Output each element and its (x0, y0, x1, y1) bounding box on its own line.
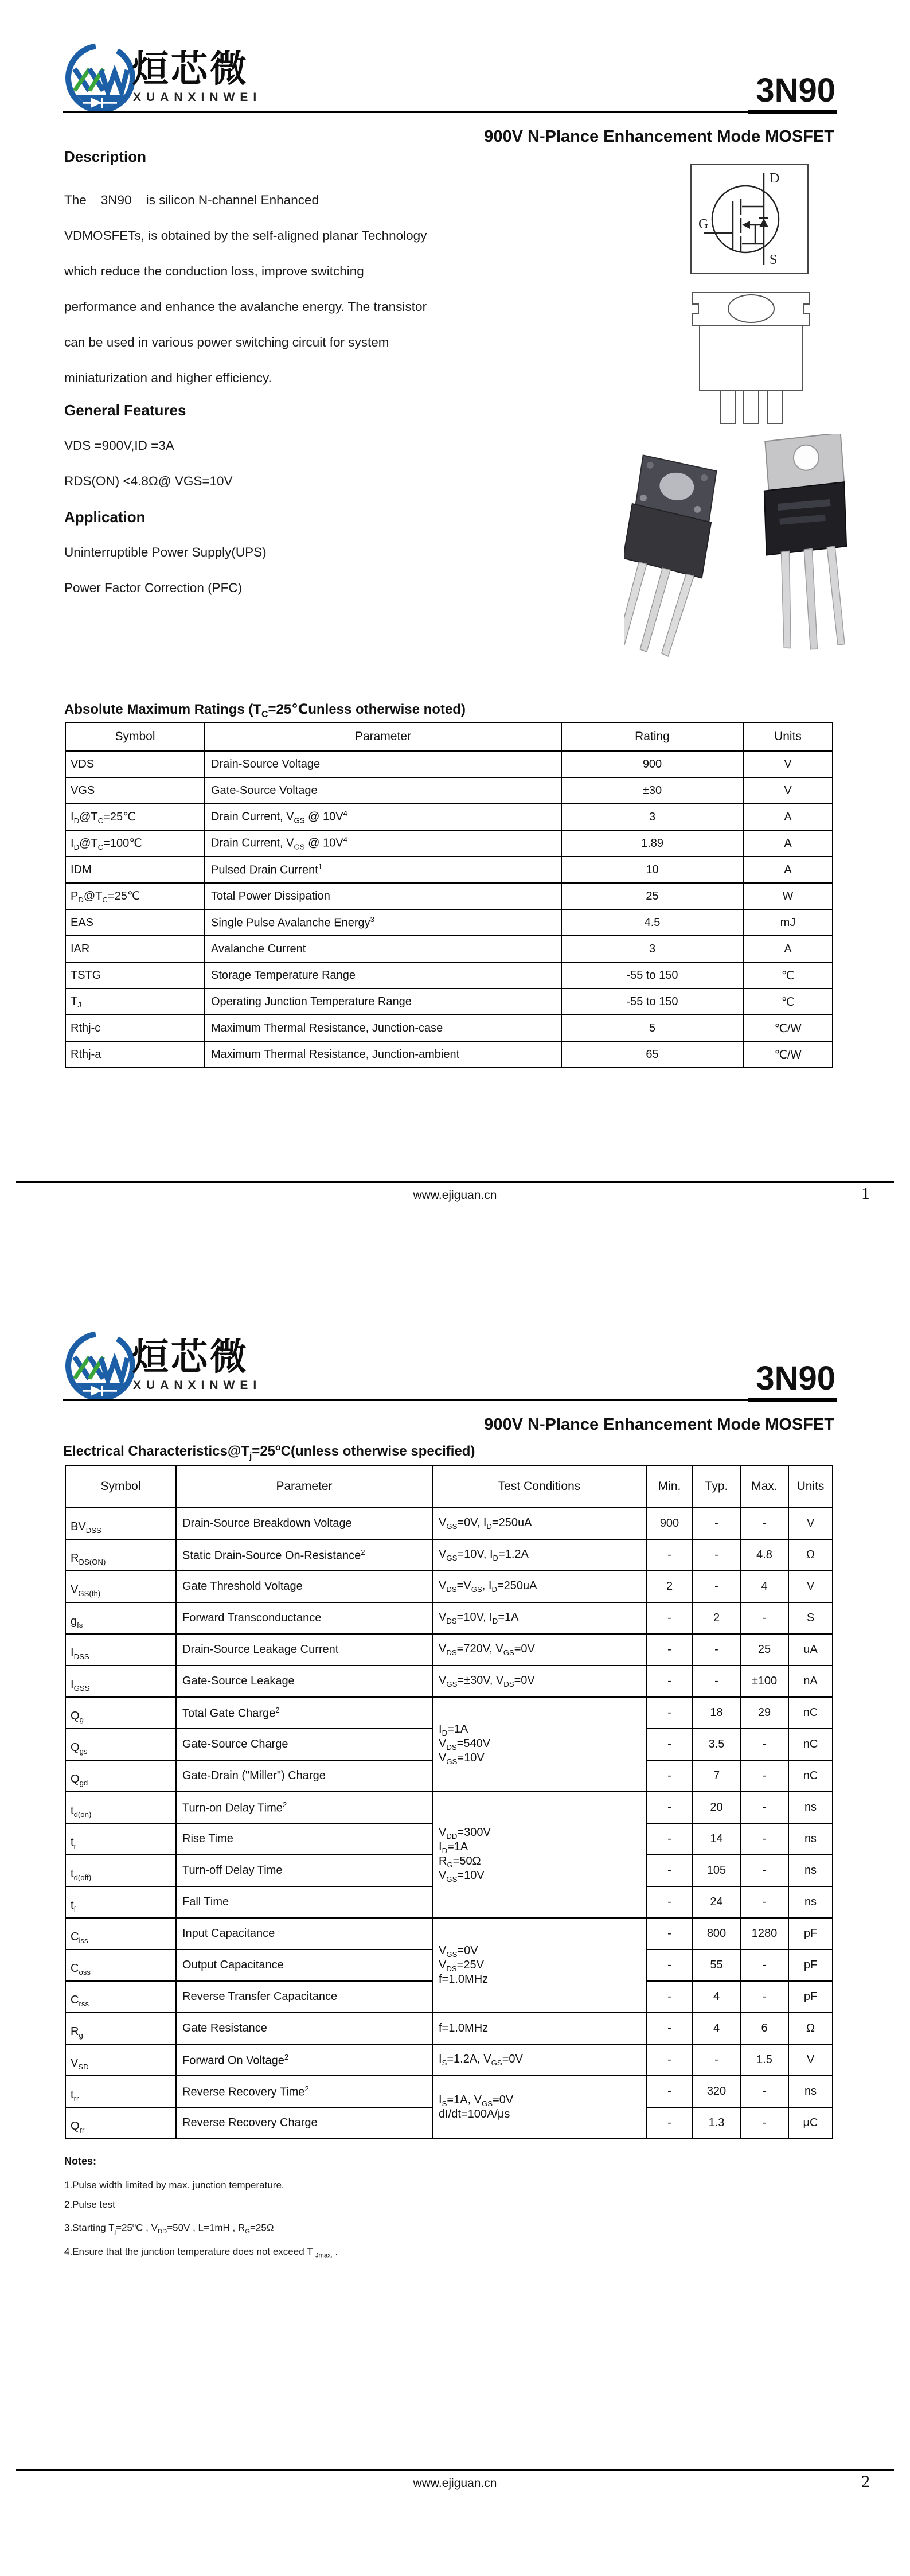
footer-website: www.ejiguan.cn (413, 2477, 497, 2490)
drain-label: D (770, 171, 780, 186)
application-heading: Application (64, 508, 146, 526)
elec-cell-max: ±100 (740, 1666, 788, 1697)
elec-cell-typ: - (693, 1508, 740, 1539)
abs-cell-rating: -55 to 150 (561, 962, 743, 989)
abs-cell-rating: ±30 (561, 777, 743, 804)
test-condition-line: dI/dt=100A/μs (439, 2108, 510, 2120)
elec-cell-max: - (740, 2107, 788, 2139)
elec-cell-symbol: $C_{rss}$ (65, 1981, 176, 2013)
elec-cell-min: - (646, 1886, 693, 1918)
abs-cell-symbol: IDM (65, 857, 205, 883)
elec-cell-max: - (740, 1823, 788, 1855)
abs-cell-rating: 4.5 (561, 909, 743, 936)
elec-cell-min: - (646, 2076, 693, 2107)
elec-cell-parameter: Forward Transconductance (176, 1602, 432, 1634)
elec-cell-max: 25 (740, 1634, 788, 1666)
elec-cell-max: 1.5 (740, 2044, 788, 2076)
elec-cell-units: ns (788, 1886, 833, 1918)
abs-cell-units: ℃/W (743, 1015, 833, 1041)
company-logo (56, 36, 331, 127)
elec-cell-symbol: $I_{GSS}$ (65, 1666, 176, 1697)
elec-cell-symbol: $Q_{rr}$ (65, 2107, 176, 2139)
abs-cell-symbol: EAS (65, 909, 205, 936)
elec-cell-symbol: $C_{iss}$ (65, 1918, 176, 1949)
abs-cell-units: A (743, 936, 833, 962)
elec-cell-cond: $V_{GS}=0V$, $I_D=250uA$ (432, 1508, 646, 1539)
elec-cell-min: - (646, 1823, 693, 1855)
test-condition-line: $V_{DD}=300V$ (439, 1826, 491, 1840)
elec-cell-min: - (646, 1697, 693, 1729)
abs-cell-parameter: Pulsed Drain Current$^1$ (205, 857, 561, 883)
elec-cell-max: - (740, 2076, 788, 2107)
elec-cell-min: - (646, 1539, 693, 1571)
elec-cell-symbol: $BV_{DSS}$ (65, 1508, 176, 1539)
elec-cell-min: - (646, 1602, 693, 1634)
abs-table-row (65, 830, 833, 857)
elec-cell-min: - (646, 1666, 693, 1697)
elec-cell-cond: $V_{DS}=V_{GS}$, $I_D=250uA$ (432, 1571, 646, 1602)
elec-cell-typ: - (693, 1539, 740, 1571)
logo-mark-icon (63, 1326, 138, 1410)
header-rule (63, 111, 837, 113)
elec-cell-parameter: Fall Time (176, 1886, 432, 1918)
elec-cell-parameter: Drain-Source Leakage Current (176, 1634, 432, 1666)
elec-cell-parameter: Input Capacitance (176, 1918, 432, 1949)
elec-cell-parameter: Reverse Transfer Capacitance (176, 1981, 432, 2013)
elec-cell-parameter: Reverse Recovery Time$^2$ (176, 2076, 432, 2107)
note-line: 2.Pulse test (64, 2199, 115, 2210)
datasheet-page-2 (0, 1288, 910, 2576)
elec-table-row (65, 1602, 833, 1634)
description-line: miniaturization and higher efficiency. (64, 371, 272, 385)
elec-cell-typ: - (693, 1666, 740, 1697)
elec-cell-max: - (740, 1602, 788, 1634)
abs-cell-parameter: Drain-Source Voltage (205, 751, 561, 777)
elec-cell-min: - (646, 2013, 693, 2044)
elec-table-row (65, 2044, 833, 2076)
test-condition-stack (439, 2094, 643, 2121)
device-subtitle: 900V N-Plance Enhancement Mode MOSFET (484, 1415, 834, 1434)
abs-cell-units: V (743, 751, 833, 777)
elec-cell-symbol: $Q_g$ (65, 1697, 176, 1729)
mosfet-symbol-diagram (690, 164, 809, 274)
abs-table-row (65, 936, 833, 962)
abs-cell-parameter: Single Pulse Avalanche Energy$^3$ (205, 909, 561, 936)
elec-cell-symbol: $R_{DS(ON)}$ (65, 1539, 176, 1571)
elec-cell-symbol: $t_f$ (65, 1886, 176, 1918)
elec-cell-symbol: $Q_{gs}$ (65, 1729, 176, 1760)
elec-cell-max: - (740, 1508, 788, 1539)
elec-table-row (65, 1918, 833, 1949)
elec-cell-min: 2 (646, 1571, 693, 1602)
abs-cell-units: W (743, 883, 833, 909)
abs-cell-units: ℃ (743, 962, 833, 989)
elec-cell-parameter: Gate Threshold Voltage (176, 1571, 432, 1602)
abs-cell-parameter: Gate-Source Voltage (205, 777, 561, 804)
abs-cell-parameter: Maximum Thermal Resistance, Junction-case (205, 1015, 561, 1041)
elec-table-row (65, 1571, 833, 1602)
elec-cell-max: - (740, 1729, 788, 1760)
elec-cell-max: - (740, 1981, 788, 2013)
test-condition-line: $I_D=1A$ (439, 1723, 468, 1737)
elec-cell-units: nA (788, 1666, 833, 1697)
elec-cell-typ: 320 (693, 2076, 740, 2107)
application-line: Uninterruptible Power Supply(UPS) (64, 545, 267, 559)
abs-cell-symbol: $T_J$ (65, 989, 205, 1015)
elec-cell-typ: 3.5 (693, 1729, 740, 1760)
source-label: S (770, 252, 778, 267)
footer-website: www.ejiguan.cn (413, 1189, 497, 1202)
elec-cell-units: V (788, 1508, 833, 1539)
col-header-typ: Typ. (693, 1465, 740, 1508)
description-line: VDMOSFETs, is obtained by the self-aligned planar Technology (64, 228, 427, 243)
elec-cell-max: 29 (740, 1697, 788, 1729)
elec-cell-units: ns (788, 2076, 833, 2107)
abs-cell-rating: 25 (561, 883, 743, 909)
abs-table-row (65, 1015, 833, 1041)
elec-table-row (65, 2013, 833, 2044)
col-header-symbol: Symbol (65, 722, 205, 751)
abs-cell-symbol: Rthj-c (65, 1015, 205, 1041)
abs-cell-symbol: IAR (65, 936, 205, 962)
elec-cell-min: - (646, 1918, 693, 1949)
elec-cell-typ: 7 (693, 1760, 740, 1792)
abs-cell-parameter: Storage Temperature Range (205, 962, 561, 989)
description-line: performance and enhance the avalanche energy. The transistor (64, 299, 427, 314)
abs-cell-rating: 10 (561, 857, 743, 883)
part-number: 3N90 (748, 72, 837, 114)
test-condition-stack (439, 1944, 643, 1986)
elec-cell-cond: $I_S=1.2A$, $V_{GS}=0V$ (432, 2044, 646, 2076)
table-header-row (65, 722, 833, 751)
abs-table-row (65, 962, 833, 989)
elec-characteristics-title: Electrical $Characteristics@T_j=25^oC(unless$ otherwise specified) (63, 1443, 475, 1461)
elec-cell-typ: - (693, 1634, 740, 1666)
elec-cell-typ: 2 (693, 1602, 740, 1634)
elec-cell-units: V (788, 1571, 833, 1602)
abs-cell-symbol: $P_D@T_C=25℃$ (65, 883, 205, 909)
test-condition-line: $I_S=1A$, $V_{GS}=0V$ (439, 2094, 514, 2108)
col-header-parameter: Parameter (176, 1465, 432, 1508)
col-header-rating: Rating (561, 722, 743, 751)
elec-cell-max: 6 (740, 2013, 788, 2044)
test-condition-line: $V_{DS}=540V$ (439, 1737, 491, 1752)
elec-cell-parameter: Turn-off Delay Time (176, 1855, 432, 1886)
elec-cell-parameter: Gate Resistance (176, 2013, 432, 2044)
abs-max-ratings-title: Absolute Maximum Ratings ($T_C=25℃unless$ otherwise noted) (64, 702, 466, 719)
package-photo-to220f (624, 452, 730, 659)
elec-cell-typ: 24 (693, 1886, 740, 1918)
elec-cell-cond: $V_{DS}=10V$, $I_D=1A$ (432, 1602, 646, 1634)
abs-cell-parameter: Drain Current, $V_{GS}$ @ $10V^4$ (205, 804, 561, 830)
abs-cell-symbol: Rthj-a (65, 1041, 205, 1068)
elec-characteristics-table (65, 1465, 833, 2139)
elec-cell-max: - (740, 1886, 788, 1918)
note-line: 4.Ensure that the junction temperature does not exceed T $_{Jmax.}$ . (64, 2246, 338, 2259)
elec-cell-min: - (646, 1855, 693, 1886)
abs-cell-units: A (743, 830, 833, 857)
note-line: 1.Pulse width limited by max. junction temperature. (64, 2180, 284, 2190)
abs-cell-rating: 3 (561, 804, 743, 830)
elec-cell-cond: $V_{GS}=\pm 30V$, $V_{DS}=0V$ (432, 1666, 646, 1697)
elec-cell-max: - (740, 1760, 788, 1792)
mosfet-symbol-icon (692, 165, 805, 271)
elec-cell-units: V (788, 2044, 833, 2076)
abs-cell-symbol: $I_D@T_C=25℃$ (65, 804, 205, 830)
test-condition-line: $R_G=50\Omega$ (439, 1855, 481, 1869)
elec-cell-min: - (646, 1792, 693, 1823)
elec-cell-symbol: $t_{d(on)}$ (65, 1792, 176, 1823)
abs-cell-units: V (743, 777, 833, 804)
elec-table-row (65, 1697, 833, 1729)
col-header-units: Units (743, 722, 833, 751)
gate-label: G (698, 217, 709, 232)
elec-cell-cond (432, 1792, 646, 1918)
elec-cell-min: - (646, 1760, 693, 1792)
test-condition-stack (439, 1723, 643, 1766)
abs-cell-rating: 1.89 (561, 830, 743, 857)
elec-cell-units: uA (788, 1634, 833, 1666)
elec-table-row (65, 1539, 833, 1571)
elec-cell-max: 1280 (740, 1918, 788, 1949)
page-number: 2 (861, 2472, 870, 2491)
test-condition-line: $V_{GS}=0V$ (439, 1944, 478, 1959)
package-photo-to220 (758, 434, 850, 655)
elec-cell-symbol: $R_g$ (65, 2013, 176, 2044)
abs-cell-units: ℃/W (743, 1041, 833, 1068)
abs-cell-units: ℃ (743, 989, 833, 1015)
elec-cell-min: - (646, 1634, 693, 1666)
abs-cell-parameter: Operating Junction Temperature Range (205, 989, 561, 1015)
elec-cell-parameter: Output Capacitance (176, 1949, 432, 1981)
abs-cell-units: A (743, 857, 833, 883)
elec-cell-symbol: $t_{rr}$ (65, 2076, 176, 2107)
abs-cell-parameter: Drain Current, $V_{GS}$ @ $10V^4$ (205, 830, 561, 857)
elec-cell-typ: 14 (693, 1823, 740, 1855)
abs-cell-parameter: Maximum Thermal Resistance, Junction-ambient (205, 1041, 561, 1068)
notes-heading: Notes: (64, 2155, 97, 2167)
col-header-symbol: Symbol (65, 1465, 176, 1508)
elec-cell-parameter: Static Drain-Source On-Resistance$^2$ (176, 1539, 432, 1571)
elec-cell-max: 4 (740, 1571, 788, 1602)
elec-cell-typ: 1.3 (693, 2107, 740, 2139)
col-header-units: Units (788, 1465, 833, 1508)
description-line: The 3N90 is silicon N-channel Enhanced (64, 193, 319, 207)
table-header-row (65, 1465, 833, 1508)
abs-table-row (65, 857, 833, 883)
elec-table-row (65, 1666, 833, 1697)
elec-cell-max: - (740, 1792, 788, 1823)
note-line: 3.Starting $T_j=25^oC$ , $V_{DD}=50V$ , L=1mH , $R_G=25\Omega$ (64, 2222, 274, 2236)
abs-table-row (65, 909, 833, 936)
col-header-max: Max. (740, 1465, 788, 1508)
elec-cell-symbol: $Q_{gd}$ (65, 1760, 176, 1792)
abs-cell-rating: 900 (561, 751, 743, 777)
abs-table-row (65, 804, 833, 830)
feature-line: VDS =900V,ID =3A (64, 438, 174, 453)
abs-max-ratings-table (65, 722, 833, 1068)
abs-cell-parameter: Avalanche Current (205, 936, 561, 962)
footer-rule (16, 2469, 894, 2471)
elec-cell-typ: 18 (693, 1697, 740, 1729)
elec-cell-cond: $V_{GS}=10V$, $I_D=1.2A$ (432, 1539, 646, 1571)
elec-cell-units: nC (788, 1760, 833, 1792)
elec-cell-units: pF (788, 1949, 833, 1981)
elec-cell-units: nC (788, 1729, 833, 1760)
elec-cell-symbol: $t_{d(off)}$ (65, 1855, 176, 1886)
elec-cell-typ: 105 (693, 1855, 740, 1886)
abs-cell-rating: 5 (561, 1015, 743, 1041)
abs-cell-symbol: VDS (65, 751, 205, 777)
elec-cell-typ: 800 (693, 1918, 740, 1949)
elec-cell-parameter: Drain-Source Breakdown Voltage (176, 1508, 432, 1539)
elec-cell-parameter: Gate-Drain ("Miller") Charge (176, 1760, 432, 1792)
abs-table-row (65, 989, 833, 1015)
elec-cell-units: ns (788, 1823, 833, 1855)
elec-cell-units: ns (788, 1855, 833, 1886)
elec-cell-parameter: Turn-on Delay Time$^2$ (176, 1792, 432, 1823)
abs-table-row (65, 1041, 833, 1068)
elec-cell-typ: 4 (693, 1981, 740, 2013)
abs-cell-rating: 65 (561, 1041, 743, 1068)
test-condition-line: $I_D=1A$ (439, 1840, 468, 1855)
test-condition-stack (439, 1826, 643, 1884)
general-features-heading: General Features (64, 402, 186, 419)
elec-cell-symbol: $t_r$ (65, 1823, 176, 1855)
abs-cell-symbol: VGS (65, 777, 205, 804)
elec-table-row (65, 1508, 833, 1539)
elec-cell-cond (432, 2076, 646, 2139)
part-number: 3N90 (748, 1360, 837, 1402)
elec-cell-min: - (646, 1949, 693, 1981)
elec-cell-typ: 55 (693, 1949, 740, 1981)
elec-cell-typ: 4 (693, 2013, 740, 2044)
elec-cell-symbol: $g_{fs}$ (65, 1602, 176, 1634)
description-line: which reduce the conduction loss, improve switching (64, 264, 364, 278)
test-condition-line: $V_{DS}=25V$ (439, 1959, 484, 1973)
logo-latin-name: XUANXINWEI (133, 1379, 262, 1392)
elec-cell-max: - (740, 1855, 788, 1886)
footer-rule (16, 1181, 894, 1183)
elec-cell-symbol: $I_{DSS}$ (65, 1634, 176, 1666)
elec-cell-units: nC (788, 1697, 833, 1729)
elec-cell-units: Ω (788, 2013, 833, 2044)
abs-cell-units: mJ (743, 909, 833, 936)
device-subtitle: 900V N-Plance Enhancement Mode MOSFET (484, 127, 834, 146)
test-condition-line: $V_{GS}=10V$ (439, 1752, 485, 1766)
elec-cell-min: - (646, 2107, 693, 2139)
abs-cell-units: A (743, 804, 833, 830)
logo-chinese-name: 烜芯微 (132, 48, 249, 90)
col-header-min: Min. (646, 1465, 693, 1508)
abs-cell-parameter: Total Power Dissipation (205, 883, 561, 909)
elec-cell-symbol: $V_{SD}$ (65, 2044, 176, 2076)
elec-cell-typ: 20 (693, 1792, 740, 1823)
company-logo (56, 1324, 331, 1415)
package-outline-drawing (686, 289, 817, 428)
abs-cell-rating: -55 to 150 (561, 989, 743, 1015)
abs-table-row (65, 751, 833, 777)
elec-cell-cond (432, 1918, 646, 2013)
elec-cell-parameter: Reverse Recovery Charge (176, 2107, 432, 2139)
abs-table-row (65, 883, 833, 909)
elec-cell-units: Ω (788, 1539, 833, 1571)
elec-cell-max: - (740, 1949, 788, 1981)
elec-cell-parameter: Gate-Source Leakage (176, 1666, 432, 1697)
elec-table-row (65, 1634, 833, 1666)
elec-table-row (65, 2076, 833, 2107)
elec-cell-parameter: Total Gate Charge$^2$ (176, 1697, 432, 1729)
header-rule (63, 1399, 837, 1401)
abs-cell-symbol: $I_D@T_C=100℃$ (65, 830, 205, 857)
elec-cell-min: - (646, 1729, 693, 1760)
elec-cell-units: pF (788, 1918, 833, 1949)
test-condition-line: $V_{GS}=10V$ (439, 1869, 485, 1884)
description-heading: Description (64, 148, 147, 165)
elec-cell-units: ns (788, 1792, 833, 1823)
description-line: can be used in various power switching circuit for system (64, 335, 389, 349)
application-line: Power Factor Correction (PFC) (64, 581, 243, 595)
logo-chinese-name: 烜芯微 (132, 1336, 249, 1378)
test-condition-line: f=1.0MHz (439, 1973, 489, 1986)
logo-latin-name: XUANXINWEI (133, 91, 262, 104)
elec-cell-max: 4.8 (740, 1539, 788, 1571)
elec-cell-units: pF (788, 1981, 833, 2013)
elec-cell-min: 900 (646, 1508, 693, 1539)
elec-cell-cond: f=1.0MHz (432, 2013, 646, 2044)
elec-cell-symbol: $C_{oss}$ (65, 1949, 176, 1981)
elec-cell-min: - (646, 2044, 693, 2076)
elec-cell-parameter: Forward On Voltage$^2$ (176, 2044, 432, 2076)
elec-cell-typ: - (693, 1571, 740, 1602)
elec-cell-min: - (646, 1981, 693, 2013)
feature-line: RDS(ON) <4.8Ω@ VGS=10V (64, 474, 233, 488)
elec-cell-parameter: Gate-Source Charge (176, 1729, 432, 1760)
elec-cell-parameter: Rise Time (176, 1823, 432, 1855)
elec-cell-units: μC (788, 2107, 833, 2139)
abs-cell-symbol: TSTG (65, 962, 205, 989)
elec-cell-cond (432, 1697, 646, 1792)
elec-cell-typ: - (693, 2044, 740, 2076)
col-header-parameter: Parameter (205, 722, 561, 751)
abs-table-row (65, 777, 833, 804)
col-header-test-conditions: Test Conditions (432, 1465, 646, 1508)
logo-mark-icon (63, 38, 138, 122)
page-number: 1 (861, 1184, 870, 1203)
elec-cell-cond: $V_{DS}=720V$, $V_{GS}=0V$ (432, 1634, 646, 1666)
elec-cell-symbol: $V_{GS(th)}$ (65, 1571, 176, 1602)
abs-cell-rating: 3 (561, 936, 743, 962)
elec-table-row (65, 1792, 833, 1823)
elec-cell-units: S (788, 1602, 833, 1634)
